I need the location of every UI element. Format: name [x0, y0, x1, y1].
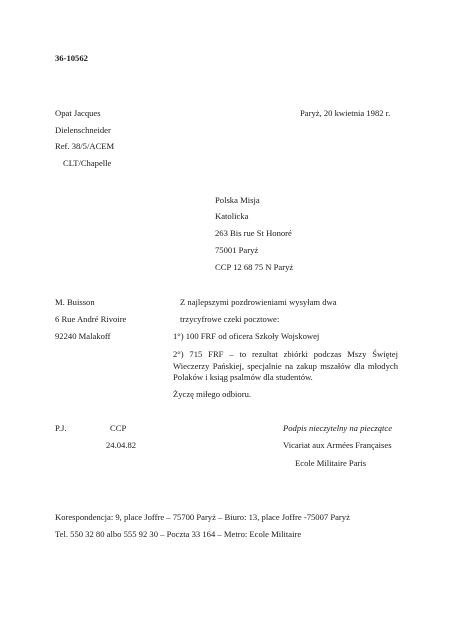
address-line: 92240 Malakoff — [55, 331, 111, 341]
body-item-1: 1°) 100 FRF od oficera Szkoły Wojskowej — [173, 331, 320, 341]
closing-line: Życzę miłego odbioru. — [173, 389, 252, 399]
enclosure-label: P.J. — [55, 423, 67, 433]
sender-surname: Dielenschneider — [55, 125, 111, 135]
recipient-line: 75001 Paryż — [215, 245, 259, 255]
signature-note: Podpis nieczytelny na pieczątce — [283, 423, 393, 433]
recipient-line: CCP 12 68 75 N Paryż — [215, 262, 294, 272]
signature-line: Ecole Militaire Paris — [295, 458, 367, 468]
body-line: trzycyfrowe czeki pocztowe: — [180, 314, 280, 324]
address-line: 6 Rue André Rivoire — [55, 314, 127, 324]
ccp-label: CCP — [110, 423, 127, 433]
sender-name: Opat Jacques — [55, 108, 101, 118]
correspondence-line: Korespondencja: 9, place Joffre – 75700 Paryż – Biuro: 13, place Joffre -75007 Paryż — [55, 512, 350, 522]
body-item-2: 2°) 715 FRF – to rezultat zbiórki podczas Mszy Świętej Wieczerzy Pańskiej, specjalnie na zakup mszałów dla młodych Polaków i ksiąg psalmów dla studentów. — [173, 349, 398, 382]
body-line: Z najlepszymi pozdrowieniami wysyłam dwa — [180, 297, 337, 307]
document-number: 36-10562 — [55, 53, 88, 63]
address-line: M. Buisson — [55, 297, 95, 307]
correspondence-line: Tel. 550 32 80 albo 555 92 30 – Poczta 33 164 – Metro: Ecole Militaire — [55, 529, 302, 539]
sender-clt: CLT/Chapelle — [63, 158, 112, 168]
ccp-date: 24.04.82 — [106, 440, 137, 450]
recipient-line: Polska Misja — [215, 195, 260, 205]
recipient-line: Katolicka — [215, 211, 249, 221]
recipient-line: 263 Bis rue St Honoré — [215, 228, 292, 238]
signature-line: Vicariat aux Armées Françaises — [283, 440, 392, 450]
sender-reference: Ref. 38/5/ACEM — [55, 141, 115, 151]
place-date: Paryż, 20 kwietnia 1982 r. — [300, 108, 391, 118]
